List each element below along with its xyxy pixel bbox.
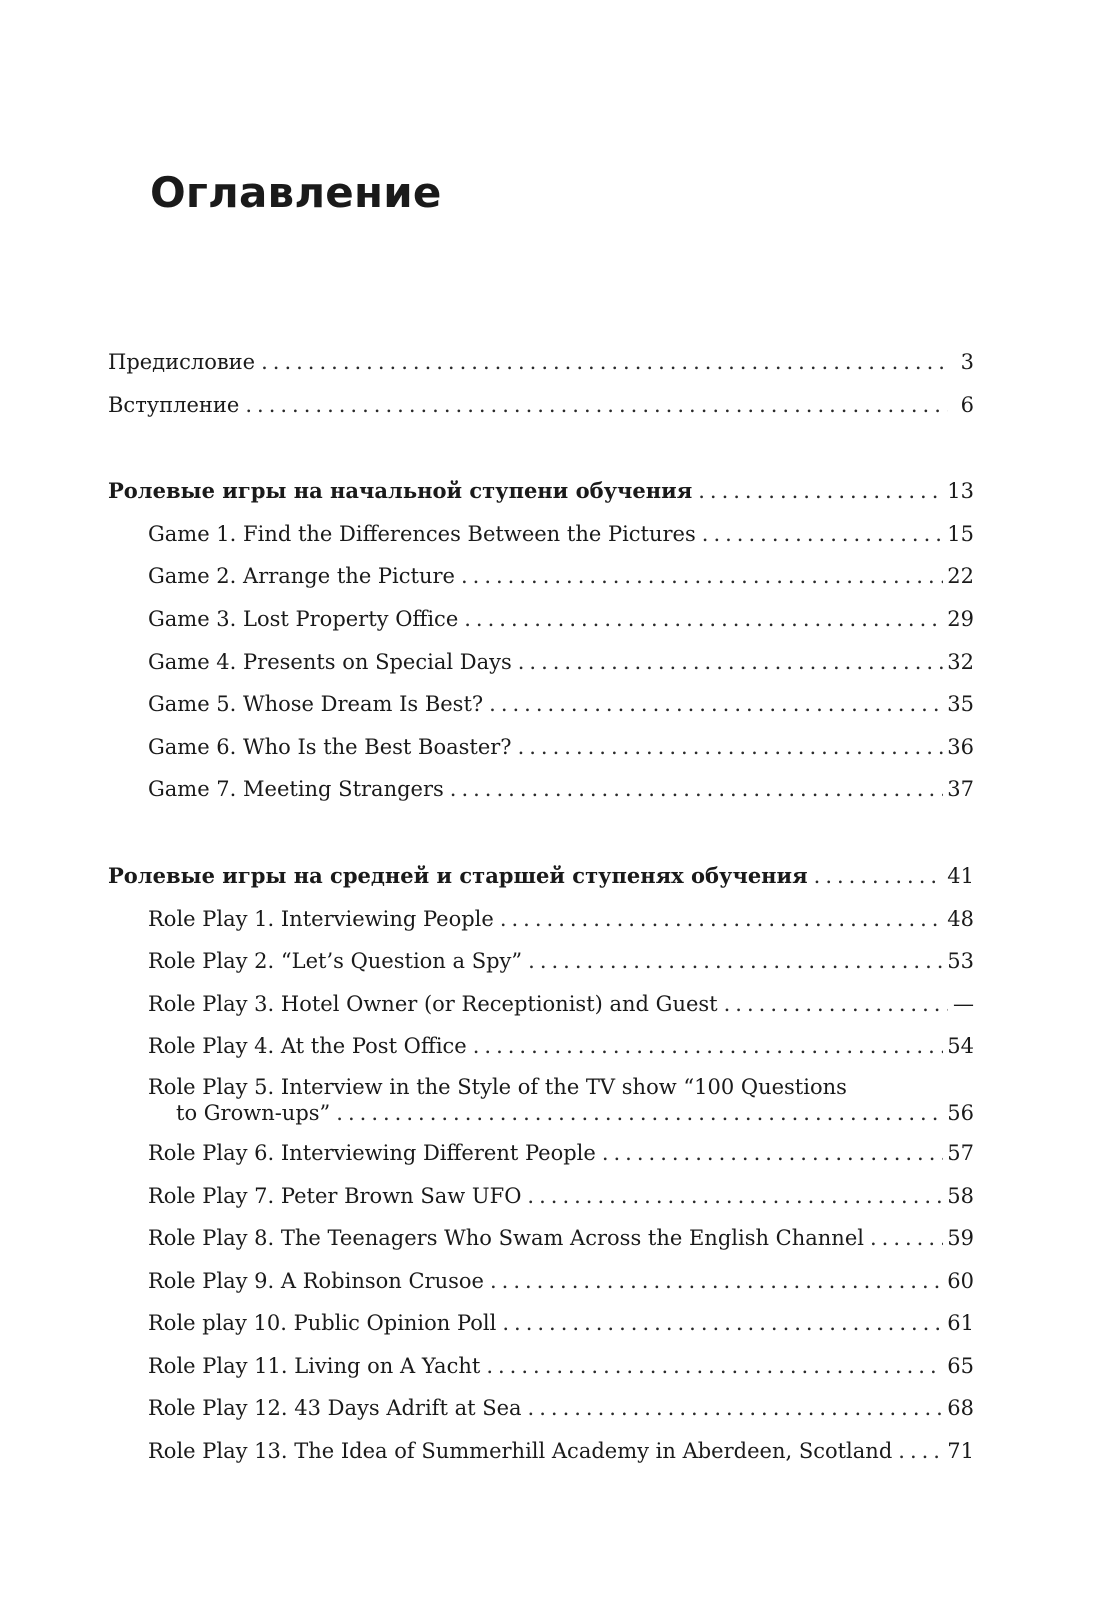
toc-entry-game-2[interactable] xyxy=(108,555,974,598)
dot-leader xyxy=(702,513,944,556)
dot-leader xyxy=(489,683,943,726)
toc-page-number: 36 xyxy=(947,734,974,759)
toc-entry-title: Вступление xyxy=(108,392,240,417)
toc-page-number: 68 xyxy=(947,1396,974,1421)
toc-entry-title: Role Play 11. Living on A Yacht xyxy=(148,1353,481,1378)
toc-page-number: 6 xyxy=(960,392,974,417)
dot-leader xyxy=(518,641,944,684)
dot-leader xyxy=(527,1175,943,1218)
dot-leader xyxy=(518,726,944,769)
toc-page-number: 65 xyxy=(947,1353,974,1378)
toc-section-primary-level[interactable] xyxy=(108,470,974,513)
toc-entry-title: Role Play 3. Hotel Owner (or Receptionist) and Guest xyxy=(148,991,718,1016)
toc-page-number: 35 xyxy=(947,692,974,717)
toc-entry-title: Role Play 6. Interviewing Different People xyxy=(148,1140,596,1165)
toc-entry-role-play-9[interactable] xyxy=(108,1260,974,1303)
dot-leader xyxy=(528,940,943,983)
toc-page-number: 59 xyxy=(947,1226,974,1251)
toc-entry-role-play-10[interactable] xyxy=(108,1302,974,1345)
toc-page-number: 53 xyxy=(947,949,974,974)
toc-page-number: 29 xyxy=(947,606,974,631)
toc-section-middle-senior-level[interactable] xyxy=(108,855,974,898)
toc-entry-game-4[interactable] xyxy=(108,641,974,684)
toc-entry-role-play-4[interactable] xyxy=(108,1025,974,1068)
toc-entry-game-7[interactable] xyxy=(108,768,974,811)
toc-entry-title: Game 2. Arrange the Picture xyxy=(148,564,455,589)
toc-page-number: 57 xyxy=(947,1140,974,1165)
toc-entry-title: Role play 10. Public Opinion Poll xyxy=(148,1311,497,1336)
toc-entry-game-1[interactable] xyxy=(108,513,974,556)
toc-page-number: 37 xyxy=(947,777,974,802)
dot-leader xyxy=(461,555,943,598)
dot-leader xyxy=(502,1302,943,1345)
toc-entry-title: Role Play 7. Peter Brown Saw UFO xyxy=(148,1183,522,1208)
toc-entry-game-6[interactable] xyxy=(108,726,974,769)
toc-entry-role-play-12[interactable] xyxy=(108,1387,974,1430)
toc-page-number: 54 xyxy=(947,1034,974,1059)
toc-page-number: 3 xyxy=(960,350,974,374)
toc-entry-introduction[interactable] xyxy=(108,384,974,427)
toc-entry-role-play-2[interactable] xyxy=(108,940,974,983)
toc-page-number: 56 xyxy=(947,1100,974,1125)
toc-page-number: 15 xyxy=(947,521,974,546)
toc-page-number: 13 xyxy=(947,479,974,504)
dot-leader xyxy=(724,983,948,1026)
dot-leader xyxy=(450,768,943,811)
toc-entry-title: Game 1. Find the Differences Between the Pictures xyxy=(148,521,696,546)
toc-entry-game-3[interactable] xyxy=(108,598,974,641)
toc-entry-role-play-1[interactable] xyxy=(108,898,974,941)
toc-page-number: 22 xyxy=(947,564,974,589)
dot-leader xyxy=(261,341,948,384)
toc-page-number: 71 xyxy=(947,1439,974,1464)
toc-entry-game-5[interactable] xyxy=(108,683,974,726)
toc-entry-title: Game 5. Whose Dream Is Best? xyxy=(148,692,484,717)
toc-page-number: 48 xyxy=(947,906,974,931)
toc-entry-title: Game 6. Who Is the Best Boaster? xyxy=(148,734,512,759)
toc-page-number: 58 xyxy=(947,1183,974,1208)
toc-entry-title: Role Play 12. 43 Days Adrift at Sea xyxy=(148,1396,522,1421)
dot-leader xyxy=(473,1025,944,1068)
toc-section-title: Ролевые игры на начальной ступени обучения xyxy=(108,478,693,504)
toc-entry-role-play-7[interactable] xyxy=(108,1175,974,1218)
toc-entry-title: Role Play 13. The Idea of Summerhill Academy in Aberdeen, Scotland xyxy=(148,1439,893,1464)
toc-section-title: Ролевые игры на средней и старшей ступенях обучения xyxy=(108,862,808,888)
toc-entry-title: Game 4. Presents on Special Days xyxy=(148,649,512,674)
toc-page-number: 41 xyxy=(947,863,974,888)
dot-leader xyxy=(486,1345,943,1388)
toc-page-number: 32 xyxy=(947,649,974,674)
dot-leader xyxy=(464,598,943,641)
toc-entry-role-play-13[interactable] xyxy=(108,1430,974,1473)
toc-entry-title-line2: to Grown-ups” xyxy=(176,1100,331,1125)
toc-page-number: — xyxy=(953,991,974,1016)
toc-page-number: 61 xyxy=(947,1311,974,1336)
dot-leader xyxy=(500,898,943,941)
dot-leader xyxy=(898,1430,943,1473)
toc-entry-title: Game 7. Meeting Strangers xyxy=(148,777,444,802)
toc-entry-role-play-5[interactable] xyxy=(108,1068,974,1132)
toc-entry-title: Role Play 8. The Teenagers Who Swam Across the English Channel xyxy=(148,1226,864,1251)
dot-leader xyxy=(528,1387,944,1430)
dot-leader xyxy=(336,1100,943,1126)
toc-page-number: 60 xyxy=(947,1268,974,1293)
toc-entry-title: Role Play 2. “Let’s Question a Spy” xyxy=(148,949,523,974)
toc-entry-title: Role Play 9. A Robinson Crusoe xyxy=(148,1268,484,1293)
toc-entry-title-line2-row xyxy=(148,1100,974,1126)
toc-entry-role-play-3[interactable] xyxy=(108,983,974,1026)
toc-entry-title: Role Play 1. Interviewing People xyxy=(148,906,494,931)
page-title: Оглавление xyxy=(150,168,442,217)
dot-leader xyxy=(245,384,948,427)
dot-leader xyxy=(602,1132,943,1175)
toc-entry-title: Предисловие xyxy=(108,350,256,374)
toc-entry-role-play-8[interactable] xyxy=(108,1217,974,1260)
toc-entry-title-line1: Role Play 5. Interview in the Style of the TV show “100 Questions xyxy=(148,1074,847,1099)
toc-entry-role-play-6[interactable] xyxy=(108,1132,974,1175)
dot-leader xyxy=(698,470,943,513)
table-of-contents xyxy=(108,341,974,1473)
dot-leader xyxy=(814,855,944,898)
toc-entry-role-play-11[interactable] xyxy=(108,1345,974,1388)
toc-entry-title: Role Play 4. At the Post Office xyxy=(148,1034,467,1059)
toc-entry-preface[interactable] xyxy=(108,341,974,384)
toc-entry-title: Game 3. Lost Property Office xyxy=(148,606,459,631)
dot-leader xyxy=(870,1217,943,1260)
dot-leader xyxy=(490,1260,943,1303)
